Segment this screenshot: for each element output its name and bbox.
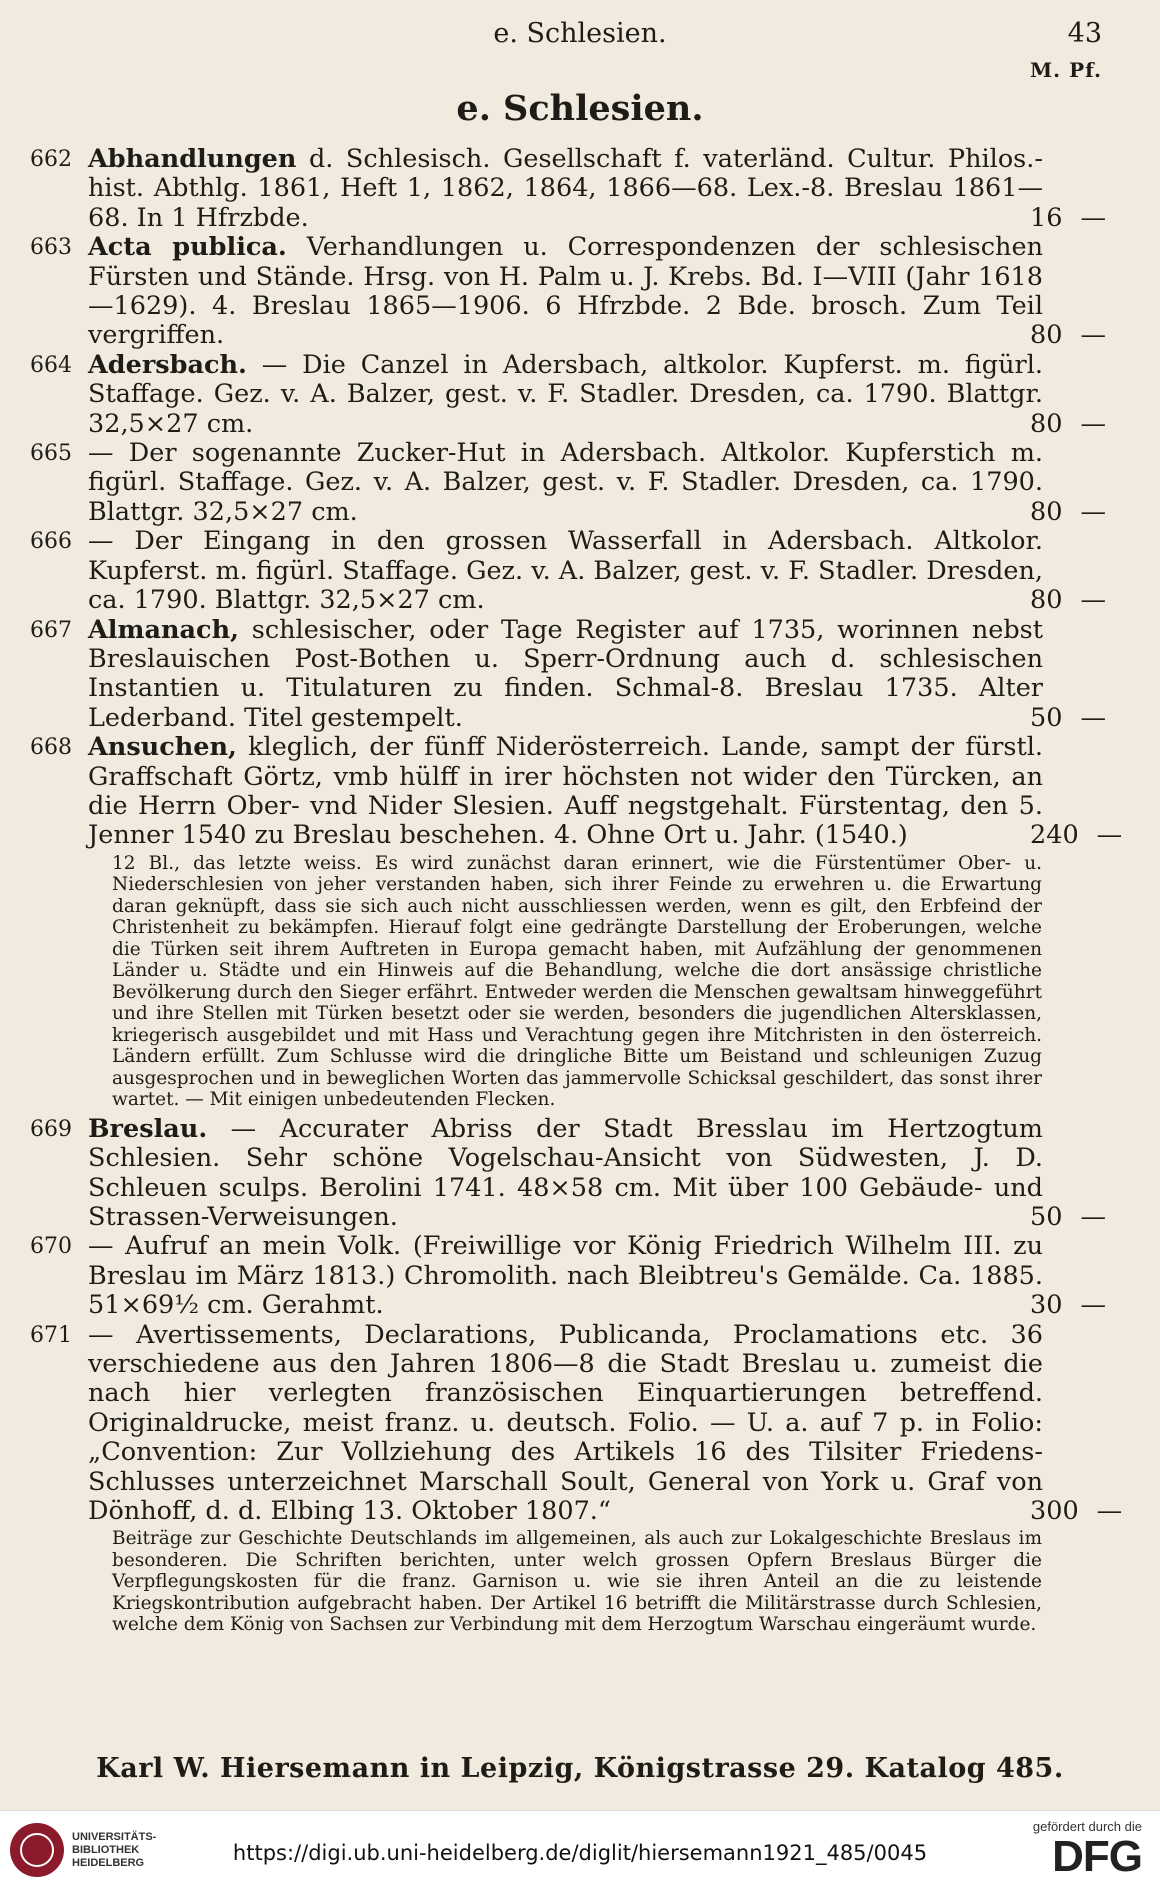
price-marks: 50	[1030, 702, 1063, 733]
price-pfennig: —	[1080, 702, 1106, 733]
catalog-entry	[30, 232, 1106, 351]
entry-description: — Die Canzel in Adersbach, altkolor. Kupferst. m. figürl. Staffage. Gez. v. A. Balzer, gest. v. F. Stadler. Dresden, ca. 1790. Blattgr. 32,5×27 cm.	[88, 349, 1043, 439]
entry-price	[1030, 820, 1123, 851]
price-pfennig: —	[1096, 1496, 1123, 1527]
catalog-entry	[30, 349, 1106, 439]
entry-keyword: Ansuchen,	[88, 732, 237, 763]
entry-number: 667	[30, 617, 72, 643]
price-pfennig: —	[1096, 820, 1123, 851]
price-marks: 16	[1030, 202, 1063, 233]
price-marks: 80	[1030, 320, 1063, 351]
entry-number: 668	[30, 735, 72, 761]
entry-description: Verhandlungen u. Correspondenzen der schlesischen Fürsten und Stände. Hrsg. von H. Palm u. J. Krebs. Bd. I—VIII (Jahr 1618—1629). 4. Breslau 1865—1906. 6 Hfrzbde. 2 Bde. brosch. Zum Teil vergriffen.	[88, 232, 1043, 351]
entry-text	[88, 616, 1043, 734]
entry-price	[1030, 1201, 1106, 1232]
entry-number: 670	[30, 1234, 72, 1260]
entry-price	[1030, 320, 1106, 351]
price-pfennig: —	[1080, 1290, 1106, 1321]
catalog-entry	[30, 614, 1106, 734]
entry-description: — Der sogenannte Zucker-Hut in Adersbach. Altkolor. Kupferstich m. figürl. Staffage. Gez. v. A. Balzer, gest. v. F. Stadler. Dresden, ca. 1790. Blattgr. 32,5×27 cm.	[88, 438, 1043, 527]
entry-price	[1030, 585, 1106, 616]
entry-keyword: Almanach,	[88, 614, 239, 645]
entry-keyword: Adersbach.	[88, 349, 247, 380]
entry-description: — Aufruf an mein Volk. (Freiwillige vor König Friedrich Wilhelm III. zu Breslau im März 1813.) Chromolith. nach Bleibtreu's Gemälde. Ca. 1885. 51×69½ cm. Gerahmt.	[88, 1231, 1043, 1321]
running-title: e. Schlesien.	[493, 18, 667, 49]
price-marks: 30	[1030, 1290, 1063, 1321]
dfg-funder[interactable]	[1033, 1819, 1142, 1880]
catalog-entry	[30, 1113, 1106, 1233]
entry-text	[88, 145, 1043, 233]
price-pfennig: —	[1080, 320, 1106, 351]
publisher-footer: Karl W. Hiersemann in Leipzig, Königstrasse 29. Katalog 485.	[96, 1753, 1064, 1784]
entry-number: 662	[30, 147, 72, 172]
entry-number: 665	[30, 441, 72, 467]
entry-price	[1030, 202, 1106, 233]
catalog-entries	[30, 144, 1123, 1640]
entry-text	[88, 233, 1043, 351]
entry-description: kleglich, der fünff Niderösterreich. Lande, sampt der fürstl. Graffschaft Görtz, vmb hülff in irer höchsten not wider den Türcken, an die Herrn Ober- vnd Nider Slesien. Auff negstgehalt. Fürstentag, den 5. Jenner 1540 zu Breslau beschehen. 4. Ohne Ort u. Jahr. (1540.)	[88, 732, 1043, 851]
entry-price	[1030, 408, 1106, 439]
page-number: 43	[1067, 18, 1102, 49]
entry-text	[88, 1115, 1043, 1233]
entry-text	[88, 1232, 1043, 1320]
price-marks: 80	[1030, 585, 1063, 616]
catalog-entry	[30, 526, 1106, 616]
price-marks: 80	[1030, 496, 1063, 527]
entry-number: 669	[30, 1116, 72, 1142]
entry-description: d. Schlesisch. Gesellschaft f. vaterländ. Cultur. Philos.-hist. Abthlg. 1861, Heft 1, 1862, 1864, 1866—68. Lex.-8. Breslau 1861—68. In 1 Hfrzbde.	[88, 144, 1043, 233]
entry-number: 666	[30, 529, 72, 555]
price-pfennig: —	[1080, 585, 1106, 616]
price-pfennig: —	[1080, 496, 1106, 527]
price-pfennig: —	[1080, 202, 1106, 233]
section-title: e. Schlesien.	[456, 88, 704, 129]
funder-caption: gefördert durch die	[1032, 1819, 1142, 1834]
entry-text	[88, 527, 1043, 615]
catalog-entry	[30, 438, 1106, 527]
running-head	[0, 14, 1160, 54]
catalog-entry	[30, 1231, 1106, 1321]
entry-note: Beiträge zur Geschichte Deutschlands im allgemeinen, als auch zur Lokalgeschichte Breslaus im besonderen. Die Schriften berichten, unter welch grossen Opfern Breslaus Bürger die Verpflegungskosten für die franz. Garnison u. wie sie ihren Anteil an die zu leistende Kriegskontribution aufgebracht haben. Der Artikel 16 betrifft die Militärstrasse durch Schlesien, welche dem König von Sachsen zur Verbindung mit dem Herzogtum Warschau eingeräumt wurde.	[112, 1528, 1042, 1636]
price-column-header: M. Pf.	[1030, 58, 1102, 82]
entry-number: 671	[30, 1322, 72, 1348]
entry-description: schlesischer, oder Tage Register auf 1735, worinnen nebst Breslauischen Post-Bothen u. Sperr-Ordnung auch d. schlesischen Instantien u. Titulaturen zu finden. Schmal-8. Breslau 1735. Alter Lederband. Titel gestempelt.	[88, 614, 1043, 733]
entry-price	[1030, 702, 1106, 733]
entry-keyword: Acta publica.	[88, 232, 287, 263]
price-pfennig: —	[1080, 1201, 1106, 1232]
library-logo-text: UNIVERSITÄTS- BIBLIOTHEK HEIDELBERG	[72, 1831, 157, 1869]
catalog-entry	[30, 144, 1106, 233]
entry-description: — Der Eingang in den grossen Wasserfall in Adersbach. Altkolor. Kupferst. m. figürl. Staffage. Gez. v. A. Balzer, gest. v. F. Stadler. Dresden, ca. 1790. Blattgr. 32,5×27 cm.	[88, 526, 1043, 616]
dfg-logo: DFG	[1052, 1832, 1142, 1881]
catalog-entry	[30, 732, 1123, 851]
entry-keyword: Breslau.	[88, 1113, 208, 1144]
price-marks: 240	[1030, 820, 1079, 851]
price-pfennig: —	[1080, 408, 1106, 439]
entry-keyword: Abhandlungen	[88, 144, 297, 174]
entry-price	[1030, 1290, 1106, 1321]
entry-text	[88, 1321, 1043, 1527]
entry-description: — Avertissements, Declarations, Publicanda, Proclamations etc. 36 verschiedene aus den Jahren 1806—8 die Stadt Breslau u. zumeist die nach hier verlegten französischen Einquartierungen betreffend. Originaldrucke, meist franz. u. deutsch. Folio. — U. a. auf 7 p. in Folio: „Convention: Zur Vollziehung des Artikels 16 des Tilsiter Friedens-Schlusses unterzeichnet Marschall Soult, General von York u. Graf von Dönhoff, d. d. Elbing 13. Oktober 1807.“	[88, 1319, 1043, 1527]
entry-description: — Accurater Abriss der Stadt Bresslau im Hertzogtum Schlesien. Sehr schöne Vogelschau-Ansicht von Südwesten, J. D. Schleuen sculps. Berolini 1741. 48×58 cm. Mit über 100 Gebäude- und Strassen-Verweisungen.	[88, 1113, 1043, 1232]
entry-note: 12 Bl., das letzte weiss. Es wird zunächst daran erinnert, wie die Fürstentümer Ober- u. Niederschlesien von jeher verstanden haben, sich ihrer Feinde zu erwehren u. die Erwartung daran geknüpft, dass sie sich auch nicht ausschliessen werden, wenn es gilt, den Erbfeind der Christenheit zu bekämpfen. Hierauf folgt eine gedrängte Darstellung der Eroberungen, welche die Türken seit ihrem Auftreten in Europa gemacht haben, mit Aufzählung der genommenen Länder u. Städte und ein Hinweis auf die Behandlung, welche die dort ansässige christliche Bevölkerung durch den Sieger erfährt. Entweder werden die Menschen gewaltsam hinweggeführt und ihre Stellen mit Türken besetzt oder sie werden, besonders die jugendlichen Altersklassen, kriegerisch ausgebildet und mit Hass und Verachtung gegen ihre Mitchristen in den österreich. Ländern erfüllt. Zum Schlusse wird die dringliche Bitte um Beistand und schleunigen Zuzug ausgesprochen und in beweglichen Worten das jammervolle Schicksal geschildert, das sonst ihrer wartet. — Mit einigen unbedeutenden Flecken.	[112, 852, 1042, 1111]
permalink-url[interactable]: https://digi.ub.uni-heidelberg.de/diglit/hiersemann1921_485/0045	[232, 1841, 928, 1865]
entry-number: 663	[30, 235, 72, 261]
price-marks: 300	[1030, 1496, 1079, 1527]
price-marks: 80	[1030, 408, 1063, 439]
price-marks: 50	[1030, 1201, 1063, 1232]
entry-number: 664	[30, 352, 72, 378]
entry-price	[1030, 496, 1106, 527]
entry-price	[1030, 1496, 1123, 1527]
catalog-entry	[30, 1319, 1123, 1527]
entry-text	[88, 439, 1043, 527]
entry-text	[88, 733, 1043, 851]
entry-text	[88, 351, 1043, 439]
viewer-bottom-bar	[0, 1810, 1160, 1901]
